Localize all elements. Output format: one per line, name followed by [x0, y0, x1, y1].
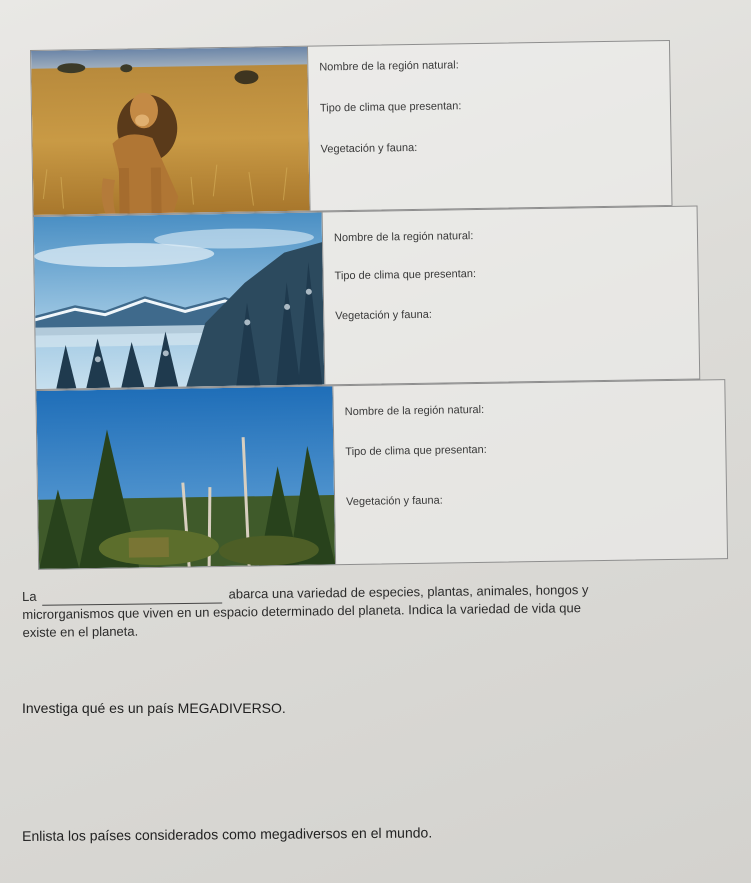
paragraph-line-1-text: abarca una variedad de especies, plantas, animales, hongos y [228, 582, 589, 602]
flora-fauna-field[interactable]: Vegetación y fauna: [335, 308, 432, 323]
row-fields [307, 41, 672, 211]
paragraph-word-la: La [22, 588, 37, 604]
climate-type-field[interactable]: Tipo de clima que presentan: [345, 443, 487, 459]
climate-type-field[interactable]: Tipo de clima que presentan: [319, 100, 462, 115]
question-list-countries: Enlista los países considerados como megadiversos en el mundo. [22, 824, 433, 844]
regions-table [30, 39, 728, 580]
climate-type-field[interactable]: Tipo de clima que presentan: [334, 268, 477, 283]
paragraph-line-2: microrganismos que viven en un espacio determinado del planeta. Indica la variedad de vida que [22, 600, 582, 622]
row-fields [322, 207, 700, 385]
paragraph-line-3: existe en el planeta. [22, 623, 139, 640]
biodiversity-paragraph [22, 579, 741, 642]
lion-savanna-photo [31, 47, 311, 215]
row-fields [332, 380, 727, 564]
table-row [33, 206, 701, 390]
flora-fauna-field[interactable]: Vegetación y fauna: [320, 141, 418, 156]
question-megadiverso: Investiga qué es un país MEGADIVERSO. [22, 700, 286, 716]
region-name-field[interactable]: Nombre de la región natural: [319, 59, 459, 74]
region-name-field[interactable]: Nombre de la región natural: [333, 230, 474, 245]
region-name-field[interactable]: Nombre de la región natural: [344, 403, 485, 419]
flora-fauna-field[interactable]: Vegetación y fauna: [346, 494, 443, 509]
pine-forest-photo [36, 386, 336, 569]
table-row [35, 379, 728, 570]
table-row [30, 40, 673, 216]
snowy-conifer-forest-photo [34, 212, 326, 389]
